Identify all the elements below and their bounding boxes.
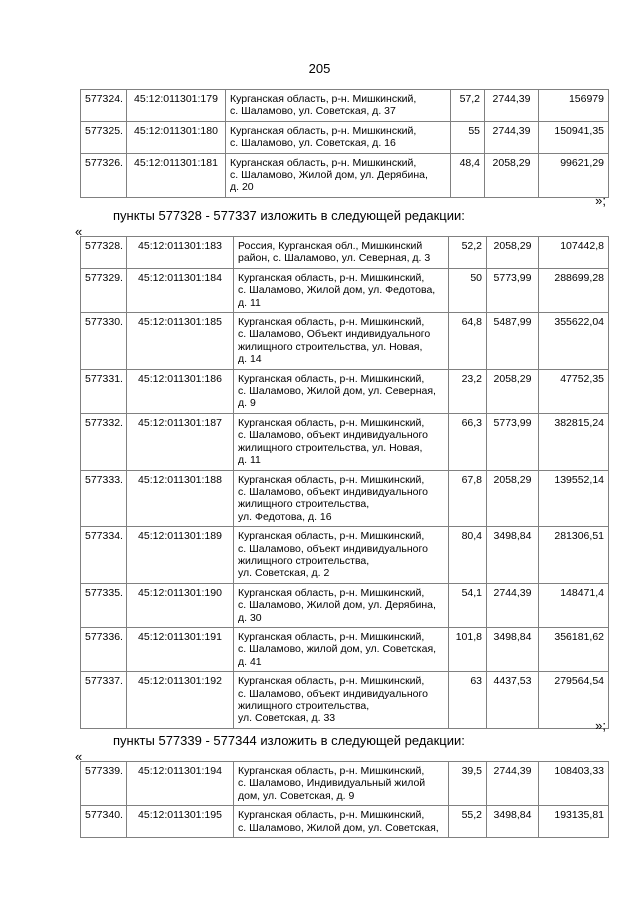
cadastral-value-cell: 150941,35 [539, 121, 609, 153]
table-row [81, 583, 609, 627]
table-row [81, 413, 609, 470]
cadastral-value-cell: 355622,04 [539, 313, 609, 370]
cadastral-number-cell: 45:12:011301:183 [127, 237, 234, 269]
row-number-cell: 577333. [81, 470, 127, 527]
table-row [81, 806, 609, 838]
address-cell: Курганская область, р-н. Мишкинский, с. Шаламово, объект индивидуального жилищного строительства, ул. Советская, д. 33 [234, 672, 449, 729]
rate-cell: 3498,84 [487, 806, 539, 838]
address-cell: Курганская область, р-н. Мишкинский, с. Шаламово, ул. Советская, д. 37 [226, 90, 451, 122]
cadastral-number-cell: 45:12:011301:189 [127, 527, 234, 584]
area-cell: 55,2 [449, 806, 487, 838]
row-number-cell: 577334. [81, 527, 127, 584]
cadastral-number-cell: 45:12:011301:181 [127, 153, 226, 197]
row-number-cell: 577328. [81, 237, 127, 269]
row-number-cell: 577336. [81, 627, 127, 671]
rate-cell: 2058,29 [487, 237, 539, 269]
address-cell: Курганская область, р-н. Мишкинский, с. Шаламово, объект индивидуального жилищного строительства, ул. Новая, д. 11 [234, 413, 449, 470]
table-row [81, 268, 609, 312]
row-number-cell: 577326. [81, 153, 127, 197]
area-cell: 57,2 [451, 90, 485, 122]
table-row [81, 627, 609, 671]
address-cell: Курганская область, р-н. Мишкинский, с. Шаламово, Объект индивидуального жилищного строительства, ул. Новая, д. 14 [234, 313, 449, 370]
table-row [81, 121, 609, 153]
area-cell: 80,4 [449, 527, 487, 584]
address-cell: Курганская область, р-н. Мишкинский, с. Шаламово, Жилой дом, ул. Советская, [234, 806, 449, 838]
address-cell: Курганская область, р-н. Мишкинский, с. Шаламово, ул. Советская, д. 16 [226, 121, 451, 153]
cadastral-value-cell: 279564,54 [539, 672, 609, 729]
area-cell: 66,3 [449, 413, 487, 470]
row-number-cell: 577335. [81, 583, 127, 627]
area-cell: 52,2 [449, 237, 487, 269]
cadastral-value-cell: 193135,81 [539, 806, 609, 838]
cadastral-number-cell: 45:12:011301:180 [127, 121, 226, 153]
cadastral-number-cell: 45:12:011301:186 [127, 369, 234, 413]
row-number-cell: 577339. [81, 762, 127, 806]
cadastral-number-cell: 45:12:011301:194 [127, 762, 234, 806]
area-cell: 63 [449, 672, 487, 729]
cadastral-number-cell: 45:12:011301:195 [127, 806, 234, 838]
table-row [81, 369, 609, 413]
area-cell: 39,5 [449, 762, 487, 806]
row-number-cell: 577324. [81, 90, 127, 122]
cadastral-number-cell: 45:12:011301:188 [127, 470, 234, 527]
area-cell: 48,4 [451, 153, 485, 197]
cadastral-value-cell: 108403,33 [539, 762, 609, 806]
rate-cell: 4437,53 [487, 672, 539, 729]
property-table-3 [80, 761, 609, 838]
closing-quote: »; [595, 718, 606, 733]
cadastral-number-cell: 45:12:011301:187 [127, 413, 234, 470]
address-cell: Курганская область, р-н. Мишкинский, с. Шаламово, жилой дом, ул. Советская, д. 41 [234, 627, 449, 671]
area-cell: 23,2 [449, 369, 487, 413]
closing-quote: »; [595, 193, 606, 208]
row-number-cell: 577340. [81, 806, 127, 838]
table-row [81, 90, 609, 122]
rate-cell: 2058,29 [487, 470, 539, 527]
area-cell: 50 [449, 268, 487, 312]
property-table-1 [80, 89, 609, 198]
area-cell: 54,1 [449, 583, 487, 627]
cadastral-value-cell: 382815,24 [539, 413, 609, 470]
cadastral-value-cell: 281306,51 [539, 527, 609, 584]
cadastral-value-cell: 107442,8 [539, 237, 609, 269]
page-number: 205 [308, 61, 331, 76]
table-row [81, 153, 609, 197]
cadastral-value-cell: 47752,35 [539, 369, 609, 413]
address-cell: Курганская область, р-н. Мишкинский, с. Шаламово, Жилой дом, ул. Федотова, д. 11 [234, 268, 449, 312]
cadastral-value-cell: 148471,4 [539, 583, 609, 627]
address-cell: Курганская область, р-н. Мишкинский, с. Шаламово, Жилой дом, ул. Дерябина, д. 20 [226, 153, 451, 197]
rate-cell: 2744,39 [487, 762, 539, 806]
table-row [81, 762, 609, 806]
area-cell: 101,8 [449, 627, 487, 671]
cadastral-value-cell: 99621,29 [539, 153, 609, 197]
rate-cell: 2744,39 [485, 90, 539, 122]
cadastral-value-cell: 139552,14 [539, 470, 609, 527]
table-row [81, 527, 609, 584]
instruction-text: пункты 577339 - 577344 изложить в следующей редакции: [113, 733, 465, 748]
row-number-cell: 577330. [81, 313, 127, 370]
rate-cell: 5487,99 [487, 313, 539, 370]
rate-cell: 2744,39 [487, 583, 539, 627]
rate-cell: 2058,29 [485, 153, 539, 197]
cadastral-number-cell: 45:12:011301:184 [127, 268, 234, 312]
rate-cell: 2058,29 [487, 369, 539, 413]
opening-quote: « [75, 224, 83, 239]
instruction-text: пункты 577328 - 577337 изложить в следующей редакции: [113, 208, 465, 223]
address-cell: Россия, Курганская обл., Мишкинский район, с. Шаламово, ул. Северная, д. 3 [234, 237, 449, 269]
rate-cell: 2744,39 [485, 121, 539, 153]
row-number-cell: 577325. [81, 121, 127, 153]
cadastral-number-cell: 45:12:011301:191 [127, 627, 234, 671]
cadastral-number-cell: 45:12:011301:190 [127, 583, 234, 627]
area-cell: 64,8 [449, 313, 487, 370]
row-number-cell: 577331. [81, 369, 127, 413]
cadastral-value-cell: 356181,62 [539, 627, 609, 671]
row-number-cell: 577337. [81, 672, 127, 729]
property-table-2 [80, 236, 609, 729]
row-number-cell: 577329. [81, 268, 127, 312]
table-row [81, 470, 609, 527]
address-cell: Курганская область, р-н. Мишкинский, с. Шаламово, Индивидуальный жилой дом, ул. Советская, д. 9 [234, 762, 449, 806]
rate-cell: 3498,84 [487, 627, 539, 671]
rate-cell: 5773,99 [487, 413, 539, 470]
table-row [81, 313, 609, 370]
row-number-cell: 577332. [81, 413, 127, 470]
area-cell: 67,8 [449, 470, 487, 527]
cadastral-value-cell: 288699,28 [539, 268, 609, 312]
rate-cell: 5773,99 [487, 268, 539, 312]
table-row [81, 672, 609, 729]
address-cell: Курганская область, р-н. Мишкинский, с. Шаламово, объект индивидуального жилищного строительства, ул. Советская, д. 2 [234, 527, 449, 584]
cadastral-value-cell: 156979 [539, 90, 609, 122]
address-cell: Курганская область, р-н. Мишкинский, с. Шаламово, Жилой дом, ул. Дерябина, д. 30 [234, 583, 449, 627]
rate-cell: 3498,84 [487, 527, 539, 584]
address-cell: Курганская область, р-н. Мишкинский, с. Шаламово, объект индивидуального жилищного строительства, ул. Федотова, д. 16 [234, 470, 449, 527]
opening-quote: « [75, 749, 83, 764]
address-cell: Курганская область, р-н. Мишкинский, с. Шаламово, Жилой дом, ул. Северная, д. 9 [234, 369, 449, 413]
area-cell: 55 [451, 121, 485, 153]
cadastral-number-cell: 45:12:011301:192 [127, 672, 234, 729]
cadastral-number-cell: 45:12:011301:179 [127, 90, 226, 122]
table-row [81, 237, 609, 269]
cadastral-number-cell: 45:12:011301:185 [127, 313, 234, 370]
